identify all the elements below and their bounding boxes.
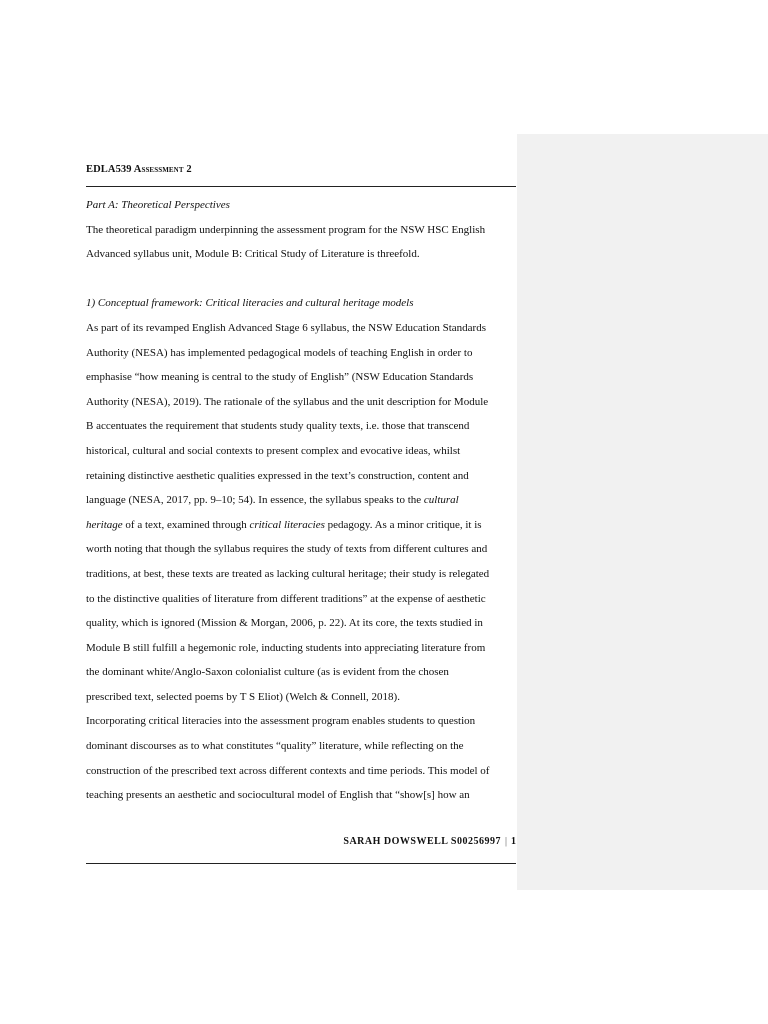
document-body: [86, 193, 518, 808]
paragraph-line: traditions, at best, these texts are treated as lacking cultural heritage; their study is relegated: [86, 567, 490, 580]
paragraph-line: historical, cultural and social contexts to present complex and evocative ideas, whilst: [86, 444, 461, 457]
italic-term: cultural: [423, 494, 459, 507]
paragraph-line: to the distinctive qualities of literature from different traditions” at the expense of aesthetic: [86, 592, 486, 605]
text-run: pedagogy. As a minor critique, it is: [324, 518, 482, 531]
intro-line: The theoretical paradigm underpinning the assessment program for the NSW HSC English: [86, 223, 486, 236]
italic-term: critical literacies: [249, 518, 325, 531]
paragraph-line: retaining distinctive aesthetic qualities expressed in the text’s construction, content and: [86, 469, 469, 482]
paragraph-spacer: [86, 267, 518, 292]
paragraph-line: dominant discourses as to what constitutes “quality” literature, while reflecting on the: [86, 740, 464, 753]
header-divider: [86, 186, 516, 187]
paragraph-line: construction of the prescribed text across different contexts and time periods. This model of: [86, 764, 490, 777]
footer-separator: |: [504, 836, 507, 847]
section-heading: 1) Conceptual framework: Critical literacies and cultural heritage models: [86, 297, 414, 310]
paragraph-line: Authority (NESA) has implemented pedagogical models of teaching English in order to: [86, 346, 473, 359]
footer-divider: [86, 863, 516, 864]
comment-pane: [517, 134, 768, 890]
paragraph-line: emphasise “how meaning is central to the study of English” (NSW Education Standards: [86, 371, 474, 384]
page-number: 1: [511, 836, 516, 847]
paragraph-line: Authority (NESA), 2019). The rationale of the syllabus and the unit description for Module: [86, 395, 489, 408]
italic-term: heritage: [86, 518, 123, 531]
text-run: language (NESA, 2017, pp. 9–10; 54). In essence, the syllabus speaks to the: [86, 494, 424, 507]
part-heading: Part A: Theoretical Perspectives: [86, 199, 230, 211]
paragraph-line: quality, which is ignored (Mission & Morgan, 2006, p. 22). At its core, the texts studied in: [86, 617, 483, 630]
document-header-title: EDLA539 Assessment 2: [86, 164, 192, 175]
paragraph-line: worth noting that though the syllabus requires the study of texts from different cultures and: [86, 543, 488, 556]
paragraph-line: B accentuates the requirement that students study quality texts, i.e. those that transcend: [86, 420, 470, 433]
paragraph-line: As part of its revamped English Advanced Stage 6 syllabus, the NSW Education Standards: [86, 321, 487, 334]
footer-author: SARAH DOWSWELL S00256997: [343, 836, 501, 847]
paragraph-line: [86, 488, 518, 513]
intro-line: Advanced syllabus unit, Module B: Critical Study of Literature is threefold.: [86, 248, 420, 261]
paragraph-line: Module B still fulfill a hegemonic role, inducting students into appreciating literature from: [86, 641, 486, 654]
paragraph-line: [86, 513, 518, 538]
page-footer: [86, 836, 516, 847]
text-run: of a text, examined through: [122, 518, 250, 531]
paragraph-line: prescribed text, selected poems by T S Eliot) (Welch & Connell, 2018).: [86, 690, 400, 703]
paragraph-line: Incorporating critical literacies into the assessment program enables students to question: [86, 715, 476, 728]
paragraph-line: the dominant white/Anglo-Saxon colonialist culture (as is evident from the chosen: [86, 666, 449, 679]
paragraph-line: teaching presents an aesthetic and sociocultural model of English that “show[s] how an: [86, 789, 470, 802]
